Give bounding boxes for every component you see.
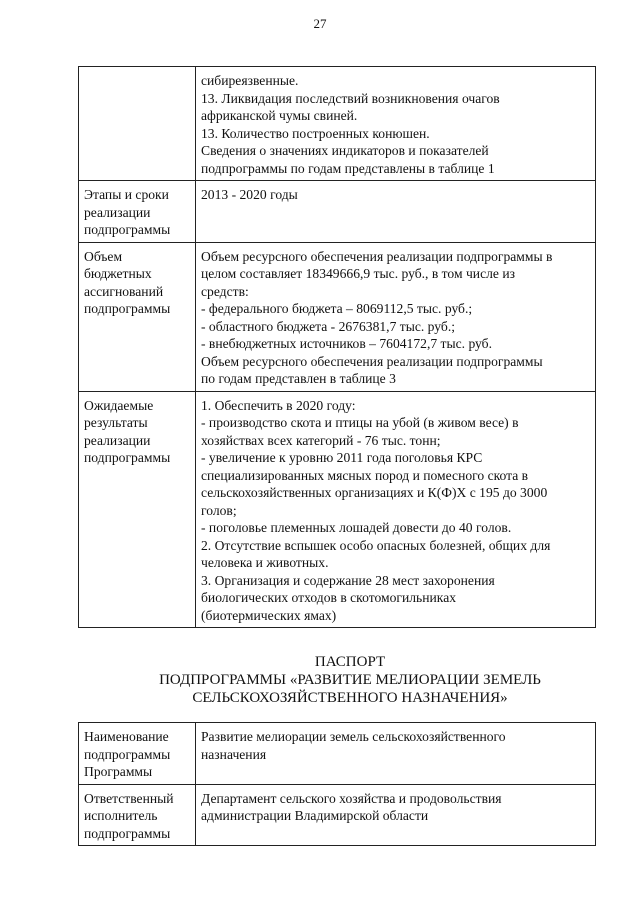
value-line: Объем ресурсного обеспечения реализации подпрограммы в bbox=[201, 248, 553, 264]
row-label-cell bbox=[79, 242, 196, 391]
label-line: подпрограммы bbox=[84, 746, 171, 762]
row-value-cell bbox=[196, 181, 596, 243]
label-line: реализации bbox=[84, 432, 151, 448]
value-line: хозяйствах всех категорий - 76 тыс. тонн; bbox=[201, 432, 441, 448]
label-line: подпрограммы bbox=[84, 825, 171, 841]
value-line: - увеличение к уровню 2011 года поголовья КРС bbox=[201, 450, 483, 465]
label-line: Ожидаемые bbox=[84, 397, 154, 413]
table-row bbox=[79, 242, 596, 391]
row-value-cell bbox=[196, 784, 596, 846]
value-line: 13. Ликвидация последствий возникновения очагов bbox=[201, 90, 500, 106]
value-line: Развитие мелиорации земель сельскохозяйственного bbox=[201, 729, 506, 744]
value-line: Сведения о значениях индикаторов и показателей bbox=[201, 143, 489, 158]
row-value-cell bbox=[196, 723, 596, 785]
label-line: результаты bbox=[84, 415, 148, 430]
value-line: - федерального бюджета – 8069112,5 тыс. руб.; bbox=[201, 301, 473, 316]
table-row bbox=[79, 784, 596, 846]
value-line: 2. Отсутствие вспышек особо опасных болезней, общих для bbox=[201, 537, 551, 553]
heading-line: ПОДПРОГРАММЫ «РАЗВИТИЕ МЕЛИОРАЦИИ ЗЕМЕЛЬ bbox=[159, 672, 541, 688]
heading-line: ПАСПОРТ bbox=[314, 654, 386, 670]
value-line: африканской чумы свиней. bbox=[201, 108, 358, 123]
value-line: Департамент сельского хозяйства и продовольствия bbox=[201, 790, 502, 806]
value-line: - производство скота и птицы на убой (в живом весе) в bbox=[201, 415, 519, 430]
value-line: Объем ресурсного обеспечения реализации подпрограммы bbox=[201, 353, 543, 369]
row-label-cell bbox=[79, 181, 196, 243]
value-line: средств: bbox=[201, 283, 249, 299]
label-line: подпрограммы bbox=[84, 301, 171, 316]
value-line: голов; bbox=[201, 502, 237, 518]
value-line: целом составляет 18349666,9 тыс. руб., в том числе из bbox=[201, 266, 515, 281]
value-line: биологических отходов в скотомогильниках bbox=[201, 590, 457, 605]
subprogram-passport-table-continued bbox=[78, 66, 596, 628]
row-label-cell bbox=[79, 784, 196, 846]
row-label-cell bbox=[79, 723, 196, 785]
label-line: Этапы и сроки bbox=[84, 187, 169, 202]
table-row bbox=[79, 723, 596, 785]
label-line: ассигнований bbox=[84, 283, 164, 299]
melioration-passport-table bbox=[78, 722, 596, 846]
label-line: бюджетных bbox=[84, 266, 152, 281]
value-line: - поголовье племенных лошадей довести до 40 голов. bbox=[201, 520, 512, 535]
row-label-cell bbox=[79, 391, 196, 628]
label-line: Объем bbox=[84, 248, 123, 264]
label-line: Ответственный bbox=[84, 790, 174, 806]
label-line: Программы bbox=[84, 764, 153, 779]
row-value-cell bbox=[196, 242, 596, 391]
row-value-cell bbox=[196, 67, 596, 181]
label-line: подпрограммы bbox=[84, 222, 171, 237]
value-line: - внебюджетных источников – 7604172,7 тыс. руб. bbox=[201, 336, 492, 351]
row-label-cell bbox=[79, 67, 196, 181]
row-value-cell bbox=[196, 391, 596, 628]
heading-line: СЕЛЬСКОХОЗЯЙСТВЕННОГО НАЗНАЧЕНИЯ» bbox=[192, 690, 508, 706]
value-line: администрации Владимирской области bbox=[201, 808, 429, 823]
table-row bbox=[79, 181, 596, 243]
label-line: реализации bbox=[84, 204, 151, 220]
value-line: специализированных мясных пород и помесного скота в bbox=[201, 467, 529, 483]
page-number: 27 bbox=[313, 16, 327, 31]
value-line: 13. Количество построенных конюшен. bbox=[201, 125, 430, 141]
label-line: исполнитель bbox=[84, 808, 158, 823]
table-row bbox=[79, 391, 596, 628]
table-row bbox=[79, 67, 596, 181]
value-line: подпрограммы по годам представлены в таблице 1 bbox=[201, 160, 495, 176]
value-line: - областного бюджета - 2676381,7 тыс. руб.; bbox=[201, 318, 456, 334]
value-line: 2013 - 2020 годы bbox=[201, 187, 298, 202]
value-line: сельскохозяйственных организациях и К(Ф)Х с 195 до 3000 bbox=[201, 485, 548, 500]
value-line: назначения bbox=[201, 746, 267, 762]
value-line: сибиреязвенные. bbox=[201, 73, 299, 88]
value-line: 3. Организация и содержание 28 мест захоронения bbox=[201, 572, 495, 588]
value-line: по годам представлен в таблице 3 bbox=[201, 371, 396, 386]
value-line: человека и животных. bbox=[201, 555, 329, 570]
value-line: (биотермических ямах) bbox=[201, 607, 337, 623]
label-line: Наименование bbox=[84, 729, 169, 744]
passport-section-heading bbox=[100, 653, 600, 707]
value-line: 1. Обеспечить в 2020 году: bbox=[201, 397, 356, 413]
label-line: подпрограммы bbox=[84, 450, 171, 465]
